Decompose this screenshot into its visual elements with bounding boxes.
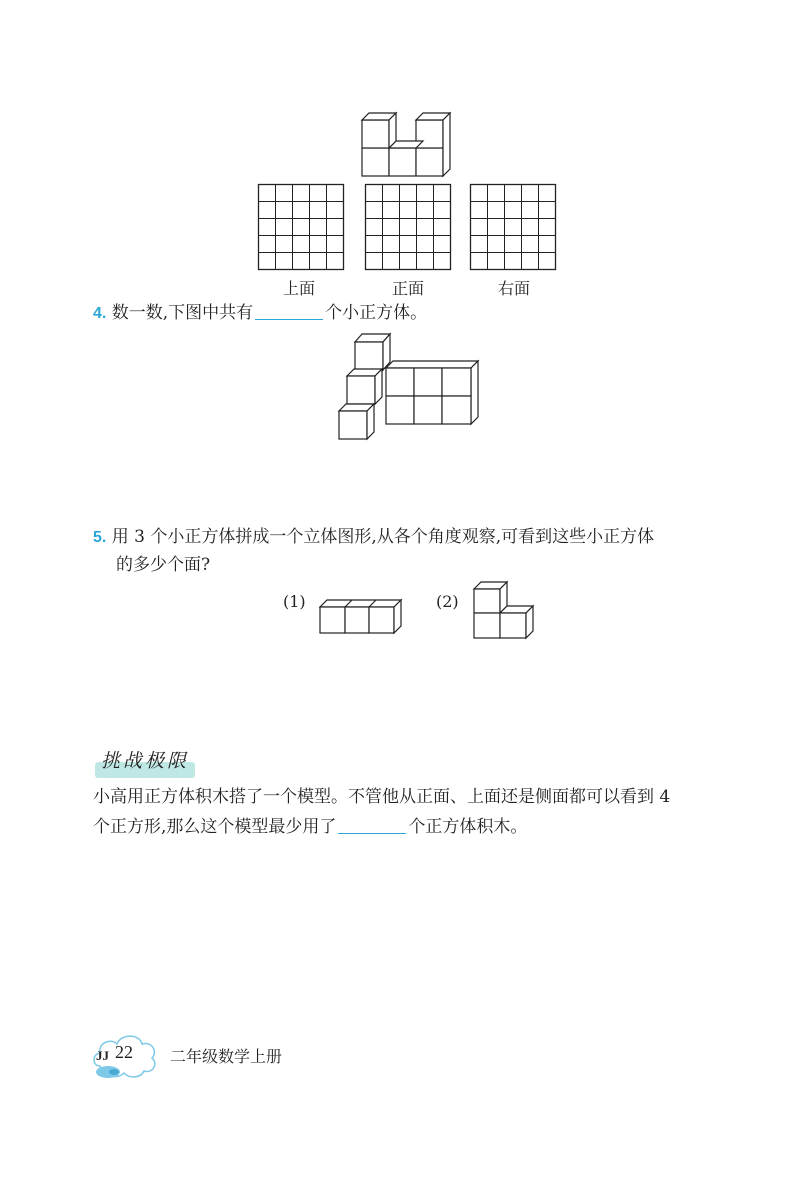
- question-5-line1: [93, 522, 654, 553]
- label-front-view: 正面: [392, 279, 425, 298]
- book-title: 二年级数学上册: [170, 1047, 283, 1066]
- figure-label-2: (2): [436, 592, 459, 611]
- question-number: 5.: [93, 529, 107, 546]
- question-text-end: 个小正方体。: [325, 303, 428, 323]
- label-right-view: 右面: [498, 279, 531, 298]
- challenge-title: 挑战极限: [101, 750, 190, 772]
- question-text: 数一数,下图中共有: [111, 303, 254, 323]
- label-top-view: 上面: [283, 279, 316, 298]
- challenge-text-end: 个正方体积木。: [408, 817, 528, 837]
- cube-stack-figure: [336, 328, 478, 442]
- question-5-line2: 的多少个面?: [116, 555, 211, 575]
- page-number: 22: [115, 1042, 133, 1062]
- three-cubes-l-shape: [472, 580, 534, 640]
- grid-right-view[interactable]: [470, 184, 556, 270]
- answer-blank[interactable]: [255, 303, 323, 320]
- question-text: 用 3 个小正方体拼成一个立体图形,从各个角度观察,可看到这些小正方体: [111, 527, 655, 547]
- question-number: 4.: [93, 305, 107, 322]
- three-cubes-row: [318, 598, 404, 636]
- challenge-line1: 小高用正方体积木搭了一个模型。不管他从正面、上面还是侧面都可以看到 4: [93, 787, 671, 807]
- challenge-banner: [95, 752, 195, 776]
- grid-top-view[interactable]: [258, 184, 344, 270]
- grid-front-view[interactable]: [365, 184, 451, 270]
- answer-blank[interactable]: [338, 817, 406, 834]
- challenge-text: 个正方形,那么这个模型最少用了: [93, 817, 337, 837]
- footer-logo-text: JJ: [96, 1048, 109, 1063]
- question-4: [93, 298, 427, 329]
- figure-label-1: (1): [283, 592, 306, 611]
- cube-model-u-shape: [355, 110, 455, 180]
- challenge-line2: [93, 812, 527, 842]
